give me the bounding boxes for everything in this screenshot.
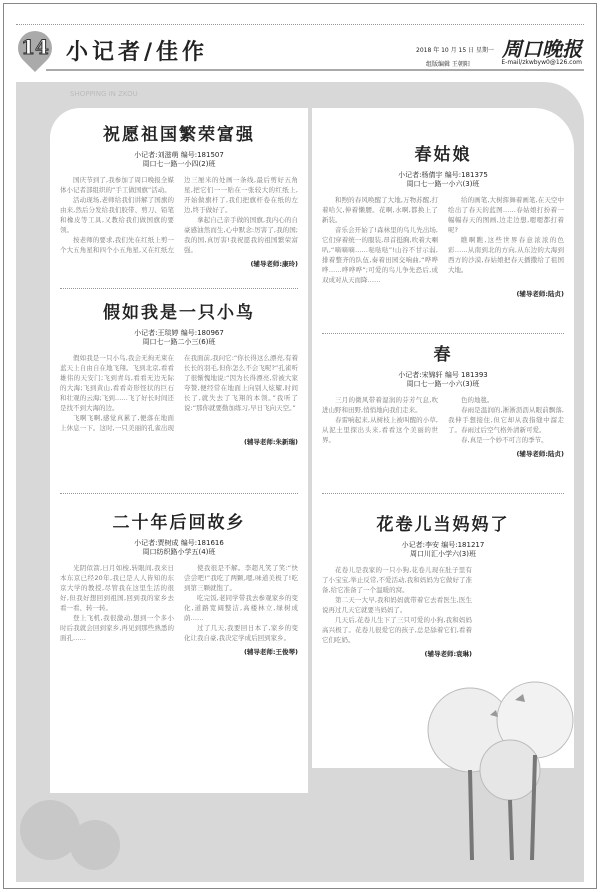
paragraph: 假如我是一只小鸟,我会无拘无束在蓝天上自由自在地飞翔。飞到北京,看看雄伟的天安门;飞到青岛,看看无边无际的大海;飞到黄山,看看奇形怪状的巨石和壮观的云海;飞到……飞了好长时间还是找不到大海的边。	[60, 354, 174, 412]
article-school: 周口七一路一小六(3)班	[406, 180, 480, 188]
paragraph: 音乐会开始了!森林里的鸟儿先出场,它们穿着统一的服装,昂首挺胸,吹着大喇叭,“嘀嘀嘀……哒哒哒”!山谷不甘示弱,排着整齐的队伍,奏着田园交响曲,“哗哗哗……哗哗哗”;可爱的鸟儿争先恐后,成双成对从天而降……	[322, 226, 438, 284]
page-header	[16, 24, 584, 80]
paragraph: 春,真是一个妙不可言的季节。	[461, 436, 548, 444]
article	[312, 510, 574, 658]
divider	[322, 333, 564, 334]
article	[312, 140, 574, 298]
paragraph: 国庆节到了,我参加了周口晚报全媒体小记者部组织的“手工做国旗”活动。	[60, 176, 174, 194]
paragraph: 飞啊飞啊,感觉真累了,便落在地面上休息一下。这时,一只美丽的孔雀出现在我面前,我问它:“你长得这么漂亮,有着长长的羽毛,但你怎么不会飞呢?”孔雀听了很惭愧地说:“因为长得漂亮,常被大家夸赞,便经常在地面上向别人炫耀,时间长了,就失去了飞翔的本领。”我听了说:“那你就要勤加练习,早日飞向天空。”	[60, 354, 298, 432]
article-title: 二十年后回故乡	[112, 513, 246, 533]
section-title: 小记者/佳作	[66, 39, 209, 65]
article-school: 周口川汇小学六(3)班	[410, 550, 476, 558]
article-body	[322, 195, 564, 285]
article-reporter: 小记者:王琰婷 编号:180967	[134, 329, 224, 337]
article-body	[60, 353, 298, 433]
tree-illustration-icon	[420, 660, 580, 860]
article-reporter: 小记者:贾树成 编号:181616	[134, 539, 224, 547]
article-reporter: 小记者:刘滋萌 编号:181507	[134, 151, 224, 159]
article-title: 祝愿祖国繁荣富强	[103, 125, 255, 145]
paragraph: 过了几天,我要回日本了,家乡的变化让我自豪,我决定学成后回到家乡。	[184, 624, 298, 642]
divider	[60, 493, 298, 494]
article-teacher: (辅导老师:王俊琴)	[243, 648, 298, 656]
article-body	[322, 395, 564, 445]
paragraph: 吃完饭,老同学带我去参观家乡的变化,道路宽阔整洁,高楼林立,绿树成荫……	[184, 594, 298, 622]
article-body	[60, 175, 298, 255]
paragraph: 活动现场,老师给我们讲解了国旗的由来,然后分发给我们胶带、剪刀、铅笔和橡皮等工具,又教给我们做国旗的要领。	[60, 196, 174, 234]
article-body	[60, 563, 298, 643]
article-reporter: 小记者:杨倩宇 编号:181375	[398, 171, 488, 179]
paragraph: 第二天一大早,我和妈妈就带着它去看医生,医生说再过几天它就要当妈妈了。	[322, 596, 473, 614]
article-teacher: (辅导老师:康玲)	[250, 260, 298, 268]
article-teacher: (辅导老师:朱新瑞)	[243, 438, 298, 446]
article-school: 周口七一路一小四(2)班	[142, 160, 216, 168]
article	[50, 120, 308, 268]
issue-date: 2018 年 10 月 15 日 星期一	[416, 47, 494, 54]
paragraph: 和煦的春风唤醒了大地,万物苏醒,打着哈欠,伸着懒腰。花啊,水啊,都换上了新装。	[322, 196, 438, 224]
article-title: 春	[433, 345, 453, 365]
page-number: 14	[21, 35, 49, 59]
article	[50, 508, 308, 656]
article-teacher: (辅导老师:陆贞)	[516, 290, 564, 298]
article-teacher: (辅导老师:袁琳)	[424, 650, 473, 658]
paragraph: 拿起自己亲手做的国旗,我内心的自豪感油然而生,心中默念:厉害了,我的国;我的国,真厉害!我祝愿我的祖国繁荣富强。	[184, 216, 298, 254]
paragraph: 春雨是温润的,淅淅沥沥从眼前飘落,我伸手想接住,但它却从我指缝中溜走了。春雨过后空气格外清新可爱。	[448, 406, 564, 434]
article-school: 周口七一路一小六(3)班	[406, 380, 480, 388]
left-column	[50, 108, 308, 793]
layout-editor: 组版编辑 王朝阳	[426, 61, 470, 68]
paragraph: 瞧啊瞧,这些世界春意浓浓的色彩……从南到北的方向,从东边的大海到西方的沙漠,春姑娘把春天播撒给了祖国大地。	[448, 236, 564, 274]
newspaper-logo: 周口晚报	[502, 37, 582, 61]
article-reporter: 小记者:李安 编号:181217	[401, 541, 485, 549]
article-reporter: 小记者:宋锦轩 编号 181393	[398, 371, 488, 379]
paragraph: 使我很是不解。李超凡笑了笑:“快尝尝吧!”我吃了两颗,嗯,味道美极了!吃到第三颗就饱了。	[184, 564, 298, 592]
paragraph: 色的地毯。	[461, 396, 494, 404]
header-rule	[46, 69, 584, 71]
article-title: 春姑娘	[414, 145, 472, 165]
decor-circle	[70, 820, 120, 870]
divider	[60, 288, 298, 289]
background-watermark: SHOPPING IN ZKOU	[70, 90, 138, 98]
paragraph: 登上飞机,我很激动,想到一个多小时后我就会回到家乡,再见到那些熟悉的面孔……	[60, 614, 174, 642]
paragraph: 光阴似箭,日月如梭,转眼间,我来日本东京已经20年,我已是人人皆知的东京大学的教授,尽管我在这里生活的很好,但我好想回到祖国,回到我的家乡去看一看、转一转。	[60, 564, 174, 612]
paragraph: 给的画笔,大树挥舞着画笔,在天空中绘出了春天的蓝图……春姑娘打扮着一幅幅春天的图画,边走边想,嗯嗯都打着呢?	[448, 196, 564, 234]
article	[312, 340, 574, 458]
article-body	[322, 565, 472, 645]
article-teacher: (辅导老师:陆贞)	[516, 450, 564, 458]
paragraph: 按老师的要求,我们先在红纸上剪一个大五角星和四个小五角星,又在红纸左边三厘米的处画一条线,最后剪好五角星,把它们一一贴在一张较大的红纸上,开始做旗杆了,我们把旗杆卷在纸的左边,终于做好了。	[60, 176, 298, 254]
article-title: 假如我是一只小鸟	[103, 303, 255, 323]
paragraph: 三月的微风带着湿润的芬芳气息,吹进山野和田野,悄悄地向我们走来。	[322, 396, 438, 414]
paragraph: 几天后,花卷儿生下了三只可爱的小狗,我和妈妈高兴极了。花卷儿很爱它的孩子,总是舔着它们,看着它们吃奶。	[322, 616, 473, 644]
article-school: 周口七一路二小三(6)班	[142, 338, 216, 346]
contact-email: E-mail/zkwbyw0@126.com	[501, 59, 582, 66]
divider	[322, 493, 564, 494]
paragraph: 春雷响起来,从树枝上被叫醒的小草,从泥土里探出头来,看看这个美丽的世界。	[322, 416, 438, 444]
article-title: 花卷儿当妈妈了	[376, 515, 510, 535]
paragraph: 花卷儿是我家的一只小狗,花卷儿现在肚子里有了小宝宝,举止反常,不爱活动,我和妈妈为它做好了准备,给它准备了一个温暖的窝。	[322, 566, 473, 594]
article	[50, 298, 308, 446]
article-school: 周口纺织路小学五(4)班	[142, 548, 216, 556]
